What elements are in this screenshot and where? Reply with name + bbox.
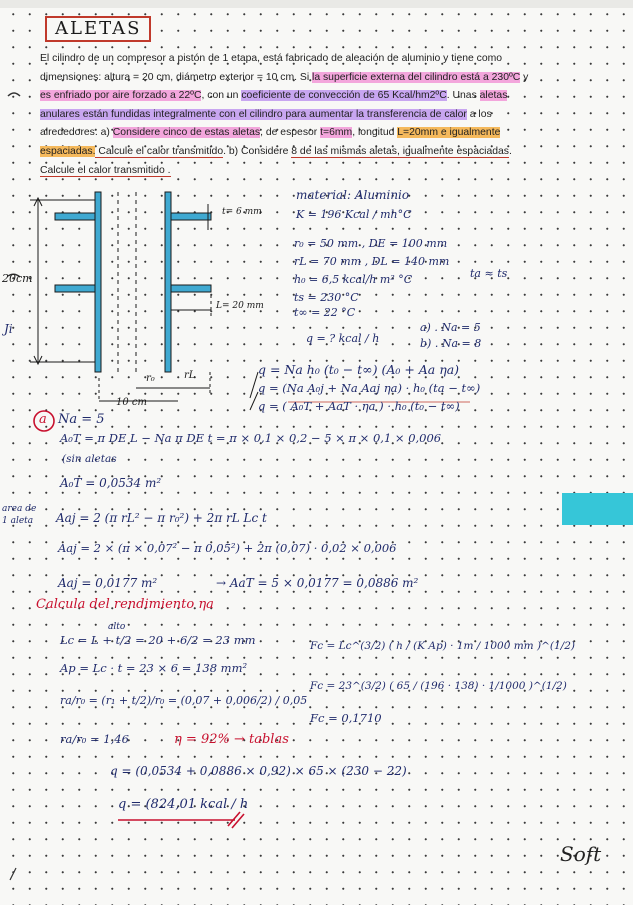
- tinf-value: t∞ = 22 °C: [294, 306, 356, 319]
- rL-value: rL = 70 mm , DL = 140 mm: [294, 255, 450, 268]
- formula-1: q = Na h₀ (t₀ − t∞) (A₀ + Aa ηa): [258, 362, 460, 377]
- q-substitution: q = (0,0534 + 0,0886 × 0,92) × 65 × (230 − 22): [110, 764, 407, 778]
- na-b: b) . Na = 8: [420, 337, 482, 350]
- ratio-calc: ra/r₀ = (r₁ + t/2)/r₀ = (0,07 + 0,006/2) / 0,05: [60, 694, 308, 707]
- side-note-2: 1 aleta: [2, 516, 34, 526]
- r0-value: r₀ = 50 mm , DE = 100 mm: [294, 237, 448, 250]
- height-label: 20cm: [2, 272, 33, 285]
- statement-line-1: El cilindro de un compresor a pistón de 1 etapa, está fabricado de aleación de aluminio y tiene como: [40, 53, 503, 64]
- formula-2: q = (Na A₀j + Na Aaj ηa) · h₀ (ta − t∞): [258, 381, 481, 395]
- part-a-aaj: Aaj = 2 (π rL² − π r₀²) + 2π rL Lc t: [56, 511, 267, 525]
- k-value: K = 196 Kcal / mh°C: [296, 208, 412, 221]
- statement-line-4: anulares están fundidas integralmente con el cilindro para aumentar la transferencia de calor a los: [40, 108, 492, 120]
- formula-3: q = ( A₀T + AaT · ηa ) · h₀ (t₀ − t∞): [258, 399, 460, 413]
- q-unknown: q = ? kcal / h: [306, 332, 380, 345]
- t-label: t= 6 mm: [222, 207, 262, 217]
- fc-formula-1: Fc = Lc^(3/2) ( h / (K Ap) · 1m / 1000 mm )^(1/2): [310, 640, 575, 652]
- L-label: L= 20 mm: [216, 301, 264, 311]
- statement-line-7: Calcule el calor transmitido .: [40, 164, 171, 176]
- ap-calc: Ap = Lc · t = 23 × 6 = 138 mm²: [60, 661, 248, 675]
- efficiency-title: Calcula del rendimiento ηa: [36, 597, 214, 612]
- ratio-val: ra/r₀ = 1,46: [60, 732, 129, 746]
- material: material: Aluminio: [296, 188, 410, 202]
- statement-line-6: espaciadas. Calcule el calor transmitido. b) Considere 8 de las mismas aletas, igualmente espaciadas.: [40, 145, 512, 157]
- r0-label: r₀: [146, 373, 155, 384]
- na-a: a) . Na = 5: [420, 321, 481, 334]
- fc-formula-2: Fc = 23^(3/2) ( 65 / (196 · 138) · 1/1000 )^(1/2): [310, 680, 567, 692]
- part-a-a0t: A₀T = π DE L − Na π DE t = π × 0,1 × 0,2 − 5 × π × 0,1 × 0,006: [60, 431, 442, 445]
- part-a-na: Na = 5: [58, 412, 105, 427]
- ts-value: ts = 230 °C: [294, 291, 359, 304]
- side-note-1: area de: [2, 504, 37, 514]
- statement-line-3: es enfriado por aire forzado a 22ºC, con un coeficiente de convección de 65 Kcal/hm2ºC. Unas aletas: [40, 90, 508, 102]
- rL-label: rL: [184, 370, 196, 381]
- h0-value: h₀ = 6,5 kcal/h m² °C: [294, 273, 413, 286]
- part-a-marker: a: [39, 412, 47, 427]
- ta-note: ta ≈ ts: [470, 267, 508, 280]
- statement-line-2: dimensiones: altura = 20 cm, diámetro exterior = 10 cm. Si la superficie externa del cilindro está a 230ºC y: [40, 71, 529, 83]
- side-mark: Ji: [4, 322, 13, 336]
- eta-result: η = 92% → tablas: [174, 732, 289, 747]
- part-a-a0t-val: A₀T = 0,0534 m²: [60, 476, 162, 490]
- part-a-aat: → AaT = 5 × 0,0177 = 0,0886 m²: [216, 576, 419, 590]
- footer-brand: Soft: [560, 842, 602, 866]
- lc-calc: Lc = L + t/2 = 20 + 6/2 = 23 mm: [60, 633, 256, 647]
- part-a-aaj-3: Aaj = 0,0177 m²: [58, 576, 158, 590]
- statement-line-5: alrededores. a) Considere cinco de estas aletas, de espesor t=6mm, longitud L=20mm e igualmente: [40, 127, 501, 139]
- width-label: 10 cm: [116, 397, 147, 408]
- alto-note: alto: [108, 622, 126, 632]
- q-result: q = (824,01 kcal / h: [118, 797, 249, 812]
- fc-result: Fc = 0,1710: [310, 711, 382, 725]
- part-a-note: (sin aletas: [62, 453, 117, 465]
- part-a-aaj-2: Aaj = 2 × (π × 0,07² − π 0,05²) + 2π (0,07) · 0,02 × 0,006: [58, 541, 397, 555]
- page-title: ALETAS: [45, 16, 151, 42]
